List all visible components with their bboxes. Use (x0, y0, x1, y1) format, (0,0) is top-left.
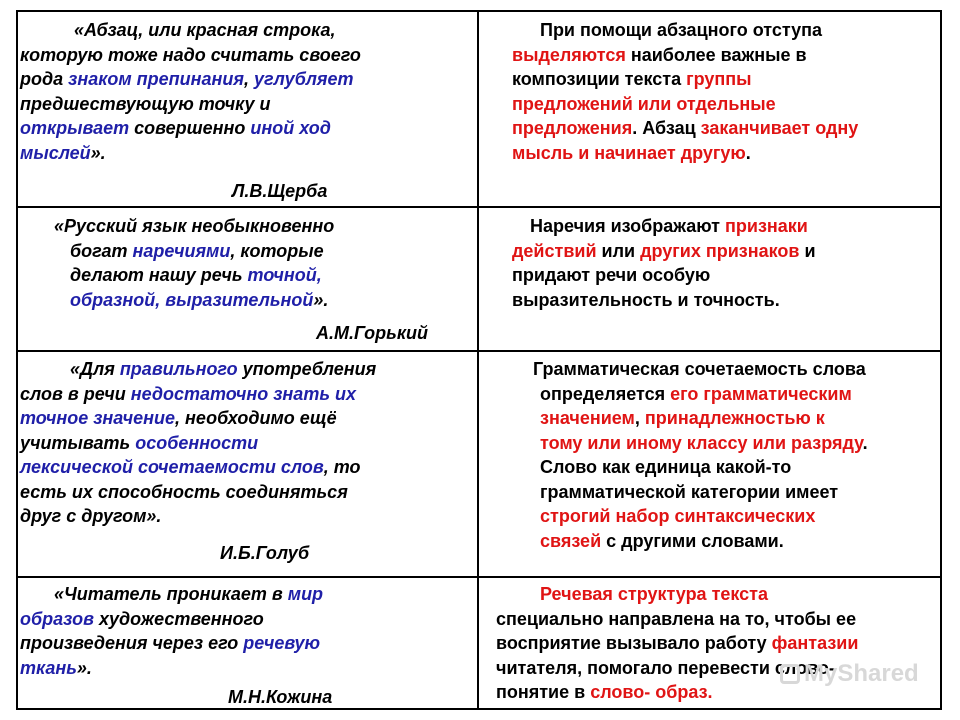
text-segment: тому или иному классу или разряду (540, 432, 863, 453)
text-line (20, 382, 356, 407)
text-line (512, 239, 816, 264)
text-segment: недостаточно знать их (130, 383, 357, 404)
text-line (20, 504, 161, 529)
text-segment: определяется (540, 383, 671, 404)
text-segment: или (596, 240, 641, 261)
text-segment: богат (70, 240, 133, 261)
text-segment: Наречия изображают (530, 216, 726, 236)
text-segment: специально направлена на то, чтобы ее (496, 608, 857, 629)
text-line (20, 406, 337, 431)
text-segment: делают нашу речь (70, 265, 248, 285)
text-segment: мыслей (20, 142, 91, 163)
text-segment: , необходимо ещё (175, 408, 337, 428)
text-segment: заканчивает одну (700, 118, 859, 138)
text-segment: «Русский язык необыкновенно (54, 216, 335, 236)
text-segment: придают речи особую (512, 265, 711, 285)
text-segment: предложений или отдельные (512, 93, 776, 114)
text-segment: слов в речи (20, 383, 131, 404)
text-line (512, 116, 858, 141)
text-line (20, 431, 258, 456)
text-line (540, 455, 791, 480)
text-segment: действий (512, 240, 597, 261)
text-segment: восприятие вызывало работу (496, 633, 772, 653)
text-line (512, 263, 710, 288)
text-segment: речевую (243, 633, 321, 653)
text-segment: принадлежностью к (644, 408, 825, 428)
text-segment: ». (90, 142, 106, 163)
quotes-table (16, 10, 942, 710)
text-line (512, 92, 776, 117)
text-segment: слово- образ. (590, 682, 713, 702)
text-segment: мысль и начинает другую (512, 142, 746, 163)
text-segment: фантазии (771, 633, 859, 653)
text-line (540, 431, 868, 456)
quote-author: М.Н.Кожина (228, 687, 333, 707)
table-row (18, 208, 940, 352)
text-segment: выделяются (512, 44, 626, 65)
text-segment: особенности (135, 432, 259, 453)
text-line (20, 607, 264, 632)
text-segment: предложения (512, 118, 633, 138)
text-line (54, 582, 323, 607)
text-line (533, 357, 866, 382)
text-segment: образов (20, 608, 94, 629)
text-segment: наречиями (132, 240, 231, 261)
text-segment: лексической сочетаемости слов (20, 457, 324, 477)
text-segment: ». (313, 289, 329, 310)
quote-cell (18, 208, 477, 350)
text-line (496, 631, 858, 656)
text-line (70, 239, 324, 264)
text-line (512, 141, 751, 166)
text-segment: . (745, 142, 751, 163)
text-segment: При помощи абзацного отступа (540, 20, 823, 40)
text-segment: ». (76, 657, 92, 678)
text-line (540, 529, 784, 554)
table-row (18, 12, 940, 208)
text-line (540, 504, 815, 529)
watermark-logo-icon (780, 664, 800, 684)
text-line (20, 631, 320, 656)
text-line (20, 455, 361, 480)
text-segment: читателя, помогало перевести слово- (496, 657, 835, 678)
explanation-cell (479, 208, 940, 350)
explanation-cell (479, 12, 940, 206)
text-segment: группы (686, 69, 752, 89)
quote-cell (18, 12, 477, 206)
text-segment: наиболее важные в (625, 44, 807, 65)
quote-author: Л.В.Щерба (232, 181, 328, 201)
text-segment: предшествующую точку и (20, 93, 271, 114)
text-segment: употребления (237, 359, 377, 379)
text-segment: точное значение (20, 408, 176, 428)
text-segment: правильного (119, 359, 238, 379)
text-line (512, 43, 807, 68)
text-segment: ткань (20, 657, 77, 678)
text-line (70, 288, 328, 313)
text-segment: строгий набор синтаксических (540, 506, 816, 526)
text-segment: «Для (70, 359, 120, 379)
text-segment: , (243, 69, 254, 89)
text-segment: «Абзац, или красная строка, (74, 20, 336, 40)
text-segment: понятие в (496, 682, 591, 702)
text-line (540, 382, 852, 407)
text-line (540, 18, 822, 43)
text-segment: «Читатель проникает в (54, 584, 288, 604)
text-segment: углубляет (254, 69, 354, 89)
text-segment: совершенно (129, 118, 251, 138)
text-line (540, 582, 768, 607)
explanation-cell (479, 578, 940, 708)
text-segment: знаком препинания (68, 69, 244, 89)
explanation-cell (479, 352, 940, 576)
text-segment: его грамматическим (670, 383, 852, 404)
text-segment: Слово как единица какой-то (540, 457, 792, 477)
text-line (540, 480, 838, 505)
table-row (18, 578, 940, 708)
text-line (74, 18, 335, 43)
text-line (496, 607, 856, 632)
text-segment: произведения через его (20, 633, 244, 653)
text-segment: , которые (230, 240, 324, 261)
text-line (54, 214, 334, 239)
text-line (70, 357, 376, 382)
text-line (20, 67, 354, 92)
text-segment: других признаков (640, 240, 800, 261)
text-segment: точной, (247, 265, 322, 285)
text-line (512, 288, 780, 313)
text-segment: Речевая структура текста (540, 584, 769, 604)
watermark (780, 660, 919, 688)
watermark-text: MyShared (804, 660, 919, 687)
text-line (20, 656, 92, 681)
quote-cell (18, 578, 477, 708)
text-segment: учитывать (20, 432, 136, 453)
text-segment: Грамматическая сочетаемость слова (533, 359, 866, 379)
text-segment: друг с другом». (20, 506, 162, 526)
text-segment: и (799, 240, 816, 261)
text-line (20, 141, 106, 166)
text-line (20, 43, 361, 68)
text-line (530, 214, 808, 239)
text-line (540, 406, 825, 431)
text-segment: грамматической категории имеет (540, 481, 839, 502)
text-line (496, 680, 713, 705)
quote-author: А.М.Горький (316, 323, 428, 343)
table-row (18, 352, 940, 578)
text-segment: связей (540, 530, 602, 551)
text-segment: признаки (725, 216, 808, 236)
text-line (20, 92, 270, 117)
text-line (20, 116, 331, 141)
text-line (20, 480, 348, 505)
text-segment: которую тоже надо считать своего (20, 44, 361, 65)
text-segment: , то (323, 457, 361, 477)
text-segment: образной, выразительной (70, 289, 314, 310)
text-segment: иной ход (250, 118, 331, 138)
text-segment: с другими словами. (601, 530, 784, 551)
text-segment: . Абзац (632, 118, 701, 138)
text-segment: рода (20, 69, 69, 89)
text-segment: открывает (20, 118, 130, 138)
text-line (512, 67, 752, 92)
quote-cell (18, 352, 477, 576)
text-segment: мир (287, 584, 324, 604)
text-segment: художественного (93, 608, 264, 629)
text-segment: . (862, 432, 868, 453)
text-segment: композиции текста (512, 69, 687, 89)
text-segment: значением (540, 408, 635, 428)
text-segment: есть их способность соединяться (20, 481, 348, 502)
text-segment: выразительность и точность. (512, 289, 780, 310)
text-line (70, 263, 322, 288)
quote-author: И.Б.Голуб (220, 543, 310, 563)
text-segment: , (634, 408, 645, 428)
